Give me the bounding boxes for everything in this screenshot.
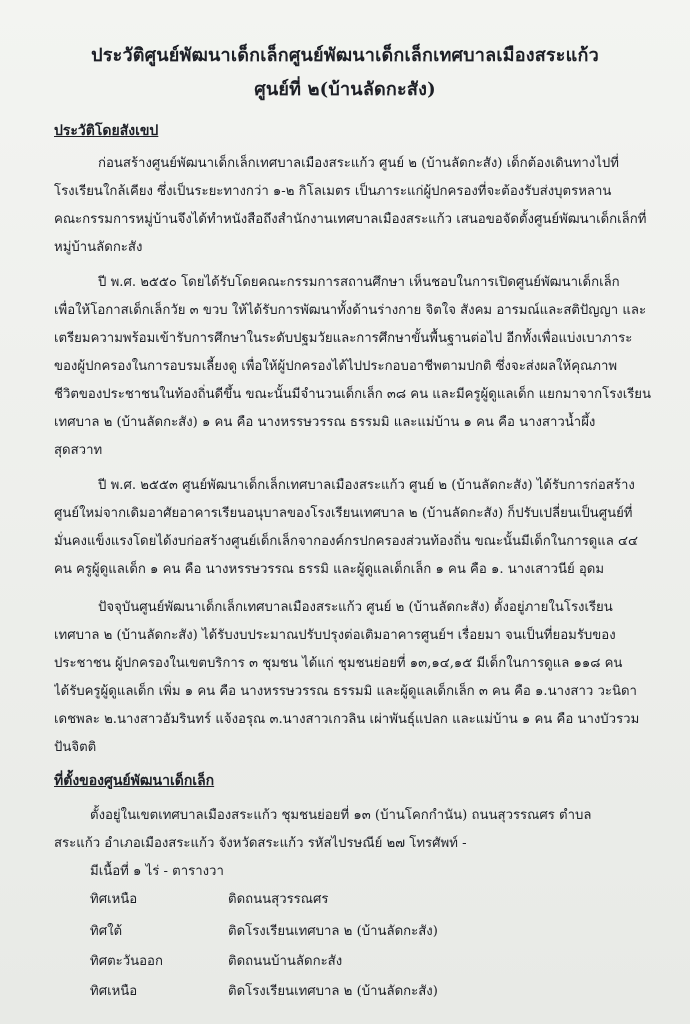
boundary-adjacent: ติดถนนสุวรรณศร (228, 892, 329, 907)
location-heading: ที่ตั้งของศูนย์พัฒนาเด็กเล็ก (54, 773, 215, 789)
history-line: ก่อนสร้างศูนย์พัฒนาเด็กเล็กเทศบาลเมืองสระแก้ว ศูนย์ ๒ (บ้านลัดกะสัง) เด็กต้องเดินทางไปที่ (98, 156, 619, 171)
boundary-adjacent: ติดถนนบ้านลัดกะสัง (228, 954, 343, 969)
history-line: มั่นคงแข็งแรงโดยได้งบก่อสร้างศูนย์เด็กเล็กจากองค์กรปกครองส่วนท้องถิ่น ขณะนั้นมีเด็กในการดูแล ๔๔ (54, 534, 638, 549)
history-line: ศูนย์ใหม่จากเดิมอาศัยอาคารเรียนอนุบาลของโรงเรียนเทศบาล ๒ (บ้านลัดกะสัง) ก็ปรับเปลี่ยนเป็นศูนย์ที่ (54, 506, 633, 521)
boundary-direction: ทิศเหนือ (90, 892, 138, 907)
history-heading: ประวัติโดยสังเขป (54, 123, 159, 139)
history-line: คณะกรรมการหมู่บ้านจึงได้ทำหนังสือถึงสำนักงานเทศบาลเมืองสระแก้ว เสนอขอจัดตั้งศูนย์พัฒนาเด็กเล็กที่ (54, 212, 647, 227)
history-line: หมู่บ้านลัดกะสัง (54, 240, 143, 255)
history-line: เทศบาล ๒ (บ้านลัดกะสัง) ๑ คน คือ นางหรรษวรรณ ธรรมมิ และแม่บ้าน ๑ คน คือ นางสาวน้ำผึ้ง (54, 415, 596, 430)
boundary-adjacent: ติดโรงเรียนเทศบาล ๒ (บ้านลัดกะสัง) (228, 924, 438, 939)
history-line: คน ครูผู้ดูแลเด็ก ๑ คน คือ นางหรรษวรรณ ธรรมิ และผู้ดูแลเด็กเล็ก ๑ คน คือ ๑. นางเสาวนีย์ อุดม (54, 562, 605, 577)
history-line: เทศบาล ๒ (บ้านลัดกะสัง) ได้รับงบประมาณปรับปรุงต่อเติมอาคารศูนย์ฯ เรื่อยมา จนเป็นที่ยอมรับของ (54, 628, 616, 643)
history-line: เดชพละ ๒.นางสาวอัมรินทร์ แจ้งอรุณ ๓.นางสาวเกวลิน เผ่าพันธุ์แปลก และแม่บ้าน ๑ คน คือ นางบัวรวม (54, 712, 640, 727)
history-line: ปันจิตติ (54, 740, 97, 755)
document-title: ประวัติศูนย์พัฒนาเด็กเล็กศูนย์พัฒนาเด็กเล็กเทศบาลเมืองสระแก้ว (91, 45, 599, 66)
boundary-direction: ทิศใต้ (90, 924, 123, 939)
history-line: ได้รับครูผู้ดูแลเด็ก เพิ่ม ๑ คน คือ นางหรรษวรรณ ธรรมมิ และผู้ดูแลเด็กเล็ก ๓ คน คือ ๑.นางสาว วะนิดา (54, 684, 637, 699)
history-line: ปัจจุบันศูนย์พัฒนาเด็กเล็กเทศบาลเมืองสระแก้ว ศูนย์ ๒ (บ้านลัดกะสัง) ตั้งอยู่ภายในโรงเรียน (98, 600, 613, 615)
history-line: ปี พ.ศ. ๒๕๕๓ ศูนย์พัฒนาเด็กเล็กเทศบาลเมืองสระแก้ว ศูนย์ ๒ (บ้านลัดกะสัง) ได้รับการก่อสร้าง (98, 478, 635, 493)
history-line: ชีวิตของประชาชนในท้องถิ่นดีขึ้น ขณะนั้นมีจำนวนเด็กเล็ก ๓๘ คน และมีครูผู้ดูแลเด็ก แยกมาจากโรงเรียน (54, 387, 652, 402)
boundary-direction: ทิศตะวันออก (90, 954, 163, 969)
location-line: ตั้งอยู่ในเขตเทศบาลเมืองสระแก้ว ชุมชนย่อยที่ ๑๓ (บ้านโคกกำนัน) ถนนสุวรรณศร ตำบล (90, 808, 592, 823)
boundary-adjacent: ติดโรงเรียนเทศบาล ๒ (บ้านลัดกะสัง) (228, 984, 438, 999)
document-subtitle: ศูนย์ที่ ๒(บ้านลัดกะสัง) (254, 79, 436, 100)
location-line: สระแก้ว อำเภอเมืองสระแก้ว จังหวัดสระแก้ว รหัสไปรษณีย์ ๒๗ โทรศัพท์ - (54, 836, 467, 851)
history-line: ประชาชน ผู้ปกครองในเขตบริการ ๓ ชุมชน ได้แก่ ชุมชนย่อยที่ ๑๓,๑๔,๑๕ มีเด็กในการดูแล ๑๑๘ คน (54, 656, 623, 671)
history-line: ของผู้ปกครองในการอบรมเลี้ยงดู เพื่อให้ผู้ปกครองได้ไปประกอบอาชีพตามปกติ ซึ่งจะส่งผลให้คุณภาพ (54, 359, 618, 374)
history-line: ปี พ.ศ. ๒๕๕๐ โดยได้รับโดยคณะกรรมการสถานศึกษา เห็นชอบในการเปิดศูนย์พัฒนาเด็กเล็ก (98, 275, 620, 290)
area-text: มีเนื้อที่ ๑ ไร่ - ตารางวา (90, 864, 224, 879)
history-line: เพื่อให้โอกาสเด็กเล็กวัย ๓ ขวบ ให้ได้รับการพัฒนาทั้งด้านร่างกาย จิตใจ สังคม อารมณ์และสติปัญญา และ (54, 303, 647, 318)
history-line: สุดสวาท (54, 443, 103, 458)
history-line: เตรียมความพร้อมเข้ารับการศึกษาในระดับปฐมวัยและการศึกษาขั้นพื้นฐานต่อไป อีกทั้งเพื่อแบ่งเบาภาระ (54, 331, 633, 346)
history-line: โรงเรียนใกล้เคียง ซึ่งเป็นระยะทางกว่า ๑-๒ กิโลเมตร เป็นภาระแก่ผู้ปกครองที่จะต้องรับส่งบุตรหลาน (54, 184, 612, 199)
boundary-direction: ทิศเหนือ (90, 984, 138, 999)
